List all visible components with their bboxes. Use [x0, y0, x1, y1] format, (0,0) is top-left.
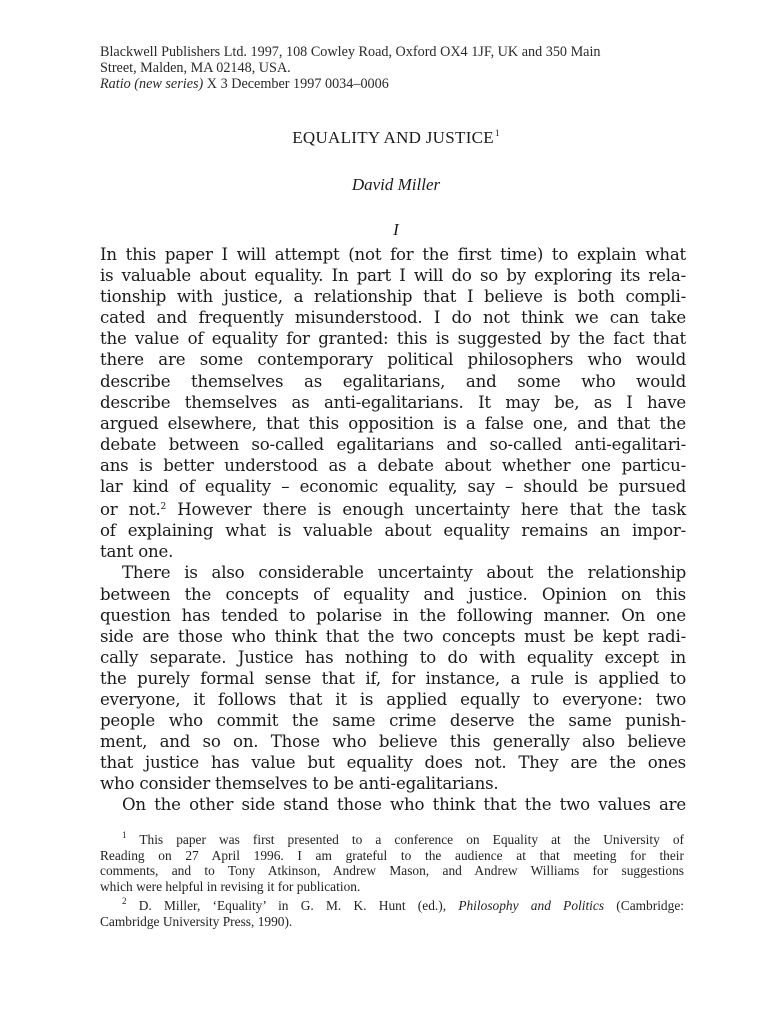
footnote-2-book-title: Philosophy and Politics: [458, 898, 605, 914]
body-line: question has tended to polarise in the following manner. On one: [100, 605, 686, 625]
body-line-with-note: [100, 497, 686, 520]
body-line: On the other side stand those who think that the two values are: [122, 795, 686, 815]
footnote-2-text-end: (Cambridge:: [604, 898, 684, 914]
footnote-1-line: comments, and to Tony Atkinson, Andrew Mason, and Andrew Williams for suggestions: [100, 863, 684, 879]
footnote-1-number: 1: [122, 830, 127, 840]
footnote-1: [100, 828, 684, 848]
publisher-header: [100, 44, 692, 92]
body-line: argued elsewhere, that this opposition is a false one, and that the: [100, 413, 686, 433]
footnote-2: [100, 894, 684, 914]
body-line: tant one.: [100, 542, 174, 562]
footnote-1-line: This paper was first presented to a conference on Equality at the University of: [126, 832, 684, 847]
article-title: [100, 128, 692, 148]
journal-citation: [100, 76, 692, 92]
body-line: In this paper I will attempt (not for the first time) to explain what: [100, 245, 686, 264]
body-line: There is also considerable uncertainty about the relationship: [122, 563, 686, 583]
body-line: the value of equality for granted: this is suggested by the fact that: [100, 329, 686, 349]
body-line: who consider themselves to be anti-egalitarians.: [100, 774, 499, 794]
body-line: between the concepts of equality and justice. Opinion on this: [100, 584, 686, 604]
body-line: tionship with justice, a relationship that I believe is both compli-: [100, 287, 686, 307]
body-line: cated and frequently misunderstood. I do not think we can take: [100, 308, 686, 328]
body-line-start: or not.: [100, 500, 161, 520]
body-line: ans is better understood as a debate about whether one particu-: [100, 455, 686, 475]
body-line: the purely formal sense that if, for instance, a rule is applied to: [100, 668, 686, 688]
body-line: is valuable about equality. In part I will do so by exploring its rela-: [100, 266, 686, 286]
footnote-2-line: Cambridge University Press, 1990).: [100, 913, 293, 929]
body-line: cally separate. Justice has nothing to do with equality except in: [100, 647, 686, 667]
footnote-ref-2[interactable]: 2: [160, 502, 167, 513]
journal-issue: X 3 December 1997 0034–0006: [203, 76, 389, 92]
footnotes: [100, 828, 684, 930]
publisher-line-2: Street, Malden, MA 02148, USA.: [100, 60, 291, 76]
body-line: debate between so-called egalitarians and so-called anti-egalitari-: [100, 434, 686, 454]
body-line: lar kind of equality – economic equality, say – should be pursued: [100, 477, 686, 497]
body-line-rest: However there is enough uncertainty here that the task: [166, 500, 686, 520]
journal-name: Ratio (new series): [100, 76, 204, 92]
body-line: ment, and so on. Those who believe this generally also believe: [100, 732, 686, 752]
publisher-line-1: Blackwell Publishers Ltd. 1997, 108 Cowley Road, Oxford OX4 1JF, UK and 350 Main: [100, 44, 601, 60]
body-text: [100, 244, 686, 816]
article-title-text: EQUALITY AND JUSTICE: [292, 128, 494, 147]
body-line: side are those who think that the two concepts must be kept radi-: [100, 626, 686, 646]
section-heading: I: [393, 220, 399, 239]
footnote-1-line: Reading on 27 April 1996. I am grateful to the audience at that meeting for their: [100, 847, 684, 863]
body-line: of explaining what is valuable about equality remains an impor-: [100, 521, 686, 541]
article-author: David Miller: [351, 175, 441, 194]
footnote-1-line: which were helpful in revising it for publication.: [100, 878, 361, 894]
footnote-2-number: 2: [122, 896, 127, 907]
body-line: describe themselves as anti-egalitarians. It may be, as I have: [100, 392, 686, 412]
body-line: there are some contemporary political philosophers who would: [100, 350, 686, 370]
body-line: describe themselves as egalitarians, and some who would: [100, 371, 686, 391]
body-line: people who commit the same crime deserve the same punish-: [100, 711, 686, 731]
body-line: everyone, it follows that it is applied equally to everyone: two: [100, 689, 686, 709]
footnote-2-text: D. Miller, ‘Equality’ in G. M. K. Hunt (ed.),: [126, 898, 459, 914]
body-line: that justice has value but equality does not. They are the ones: [100, 753, 686, 773]
title-footnote-ref[interactable]: 1: [495, 128, 500, 138]
